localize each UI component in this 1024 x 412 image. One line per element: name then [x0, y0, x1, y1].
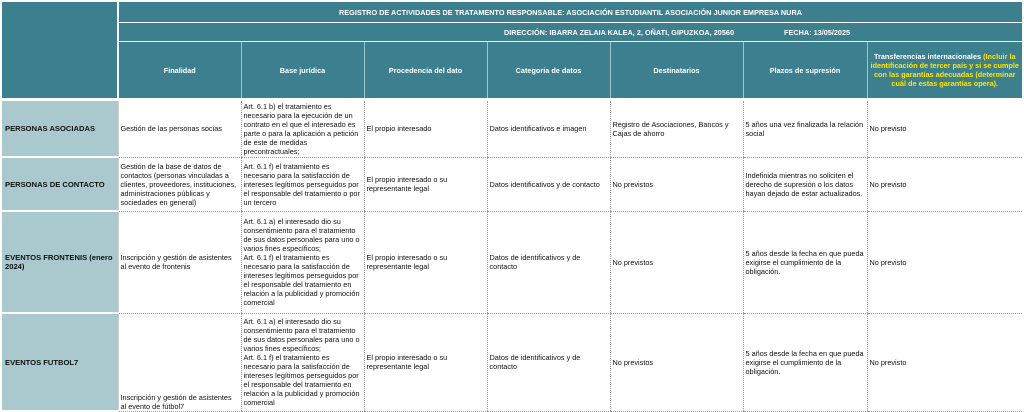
cell-plazos: Indefinida mientras no soliciten el derecho de supresión o los datos hayan dejado de estar actualizados.: [743, 157, 867, 211]
cell-finalidad: Inscripción y gestión de asistentes al evento de frontenis: [118, 211, 241, 313]
base-clause-f: Art. 6.1 f) el tratamiento es necesario para la satisfacción de intereses legítimos perseguidos por el responsable del tratamiento en relación a la publicidad y promoción comercial: [243, 253, 360, 307]
date-text: FECHA: 13/05/2025: [784, 28, 851, 37]
transferencias-title: Transferencias internacionales: [873, 52, 982, 61]
cell-base-juridica: Art. 6.1 b) el tratamiento es necesario para la ejecución de un contrato en el que el interesado es parte o para la aplicación a petición de este de medidas precontractuales;: [241, 101, 364, 157]
cell-base-juridica: [241, 313, 364, 411]
register-title: REGISTRO DE ACTIVIDADES DE TRATAMENTO RESPONSABLE: ASOCIACIÓN ESTUDIANTIL ASOCIACIÓN JUNIOR EMPRESA NURA: [118, 2, 1022, 23]
transferencias-note: (Incluir la identificación de tercer país y si se cumple con las garantías adecuadas (determinar cuál de estas garantías opera).: [870, 52, 1019, 88]
cell-destinatarios: No previstos: [610, 211, 743, 313]
cell-destinatarios: No previstos: [610, 313, 743, 411]
cell-transferencias: No previsto: [867, 313, 1022, 411]
col-header-categoria: Categoria de datos: [487, 42, 610, 99]
cell-procedencia: El propio interesado o su representante legal: [364, 211, 487, 313]
cell-transferencias: No previsto: [867, 101, 1022, 157]
cell-categoria: Datos identificativos y de contacto: [487, 157, 610, 211]
cell-base-juridica: [241, 211, 364, 313]
cell-destinatarios: No previstos: [610, 157, 743, 211]
cell-transferencias: No previsto: [867, 157, 1022, 211]
cell-plazos: 5 años desde la fecha en que pueda exigirse el cumplimiento de la obligación.: [743, 211, 867, 313]
cell-procedencia: El propio interesado: [364, 101, 487, 157]
row-label: PERSONAS DE CONTACTO: [2, 157, 118, 211]
base-clause-a: Art. 6.1 a) el interesado dio su consentimiento para el tratamiento de sus datos personales para uno o varios fines específicos;: [243, 217, 360, 253]
cell-plazos: 5 años una vez finalizada la relación social: [743, 101, 867, 157]
col-header-plazos: Plazos de supresión: [743, 42, 867, 99]
cell-finalidad: Gestión de la base de datos de contactos (personas vinculadas a clientes, proveedores, instituciones, administraciones públicas y sociedades en general): [118, 157, 241, 211]
cell-transferencias: No previsto: [867, 211, 1022, 313]
cell-procedencia: El propio interesado o su representante legal: [364, 313, 487, 411]
col-header-transferencias: [867, 42, 1022, 99]
row-label: PERSONAS ASOCIADAS: [2, 101, 118, 157]
cell-plazos: 5 años desde la fecha en que pueda exigirse el cumplimiento de la obligación.: [743, 313, 867, 411]
treatment-register-table: [2, 2, 1022, 412]
table-row: [2, 211, 1022, 313]
table-row: [2, 157, 1022, 211]
row-label: EVENTOS FUTBOL7: [2, 313, 118, 411]
col-header-procedencia: Procedencia del dato: [364, 42, 487, 99]
cell-finalidad: Inscripción y gestión de asistentes al evento de fútbol7: [118, 313, 241, 411]
corner-cell: [2, 2, 118, 98]
cell-categoria: Datos de identificativos y de contacto: [487, 211, 610, 313]
address-row: [118, 23, 1022, 42]
col-header-destinatarios: Destinatarios: [610, 42, 743, 99]
base-clause-a: Art. 6.1 a) el interesado dio su consentimiento para el tratamiento de sus datos personales para uno o varios fines específicos;: [243, 317, 360, 353]
cell-finalidad: Gestión de las personas socias: [118, 101, 241, 157]
col-header-finalidad: Finalidad: [118, 42, 241, 99]
table-row: [2, 101, 1022, 157]
cell-procedencia: El propio interesado o su representante legal: [364, 157, 487, 211]
base-clause-f: Art. 6.1 f) el tratamiento es necesario para la satisfacción de intereses legítimos perseguidos por el responsable del tratamiento en relación a la publicidad y promoción comercial: [243, 353, 360, 407]
cell-categoria: Datos de identificativos y de contacto: [487, 313, 610, 411]
cell-destinatarios: Registro de Asociaciones, Bancos y Cajas de ahorro: [610, 101, 743, 157]
cell-base-juridica: Art. 6.1 f) el tratamiento es necesario para la satisfacción de intereses legítimos perseguidos por el responsable del tratamiento o por un tercero: [241, 157, 364, 211]
address-text: DIRECCIÓN: IBARRA ZELAIA KALEA, 2, OÑATI, GIPUZKOA, 20560: [504, 28, 735, 37]
row-label: EVENTOS FRONTENIS (enero 2024): [2, 211, 118, 313]
table-row: [2, 313, 1022, 411]
col-header-base-juridica: Base jurídica: [241, 42, 364, 99]
cell-categoria: Datos identificativos e imagen: [487, 101, 610, 157]
